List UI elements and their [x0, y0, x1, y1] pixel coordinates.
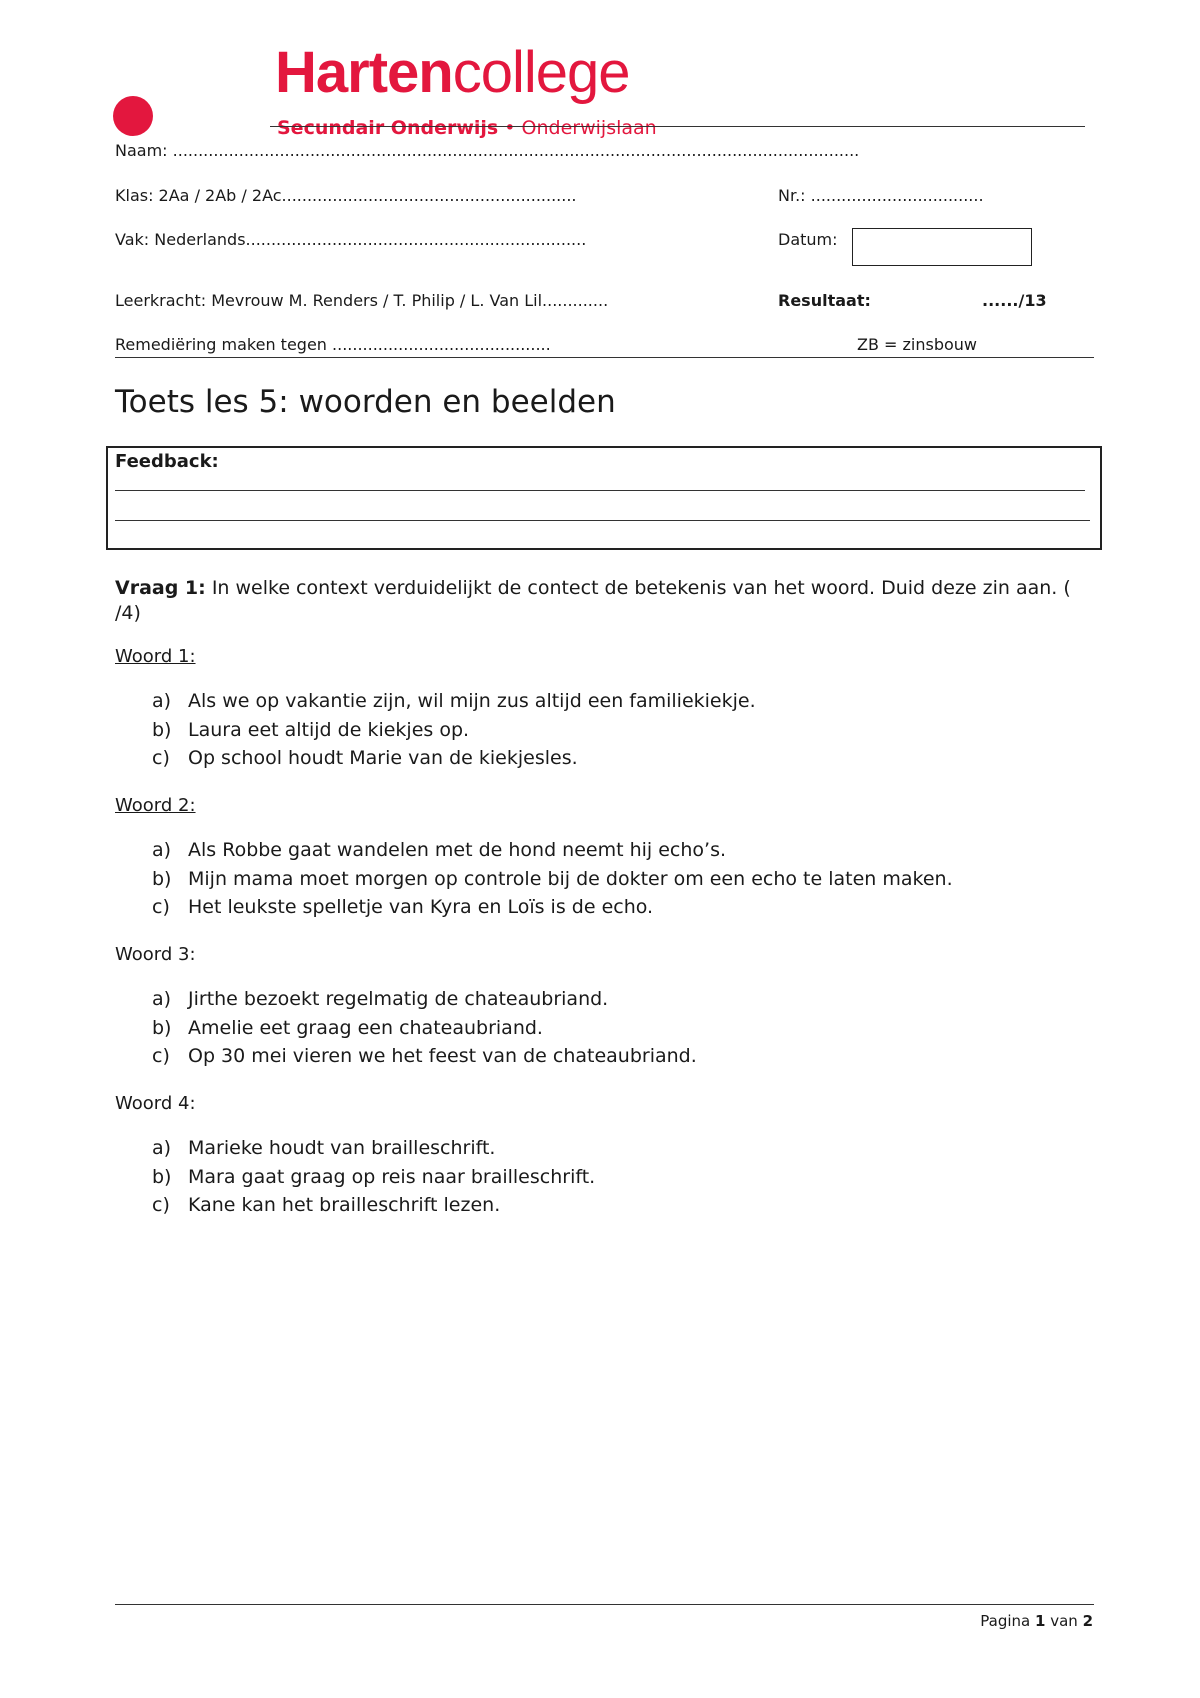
- question-label: Vraag 1:: [115, 577, 206, 599]
- option-item[interactable]: a) Jirthe bezoekt regelmatig de chateaubriand.: [152, 988, 609, 1010]
- question-1: [115, 576, 1090, 626]
- option-item[interactable]: b) Laura eet altijd de kiekjes op.: [152, 718, 470, 741]
- woord-heading-1: Woord 1:: [115, 646, 196, 667]
- page-number: Pagina 1 van 2: [980, 1612, 1093, 1630]
- option-item[interactable]: b) Amelie eet graag een chateaubriand.: [152, 1016, 543, 1039]
- school-logo: [275, 38, 630, 108]
- woord-heading-3: Woord 3:: [115, 944, 196, 965]
- resultaat-value: ....../13: [982, 291, 1047, 310]
- option-item[interactable]: c) Het leukste spelletje van Kyra en Loïs is de echo.: [152, 896, 654, 918]
- zb-legend: ZB = zinsbouw: [857, 335, 978, 354]
- feedback-label: Feedback:: [115, 451, 219, 472]
- page-title: Toets les 5: woorden en beelden: [115, 384, 616, 420]
- feedback-box: [106, 446, 1102, 550]
- feedback-line[interactable]: [115, 520, 1090, 521]
- options-list-3: [152, 985, 697, 1071]
- header-rule: [270, 126, 1085, 127]
- option-item[interactable]: a) Als Robbe gaat wandelen met de hond neemt hij echo’s.: [152, 839, 727, 861]
- info-bottom-rule: [115, 357, 1094, 358]
- option-item[interactable]: c) Op 30 mei vieren we het feest van de chateaubriand.: [152, 1045, 697, 1067]
- feedback-line[interactable]: [115, 490, 1085, 491]
- nr-field[interactable]: Nr.: ..................................: [778, 186, 984, 205]
- klas-field: Klas: 2Aa / 2Ab / 2Ac..........................................................: [115, 186, 577, 205]
- logo-name-bold: Harten: [275, 40, 453, 105]
- logo-name-light: college: [452, 40, 630, 105]
- subtitle-separator: •: [504, 117, 516, 139]
- options-list-2: [152, 836, 953, 922]
- remediering-field: Remediëring maken tegen ...........................................: [115, 335, 551, 354]
- woord-heading-4: Woord 4:: [115, 1093, 196, 1114]
- resultaat-label: Resultaat:: [778, 291, 871, 310]
- footer-rule: [115, 1604, 1094, 1605]
- subtitle-address: Onderwijslaan: [521, 117, 657, 139]
- option-item[interactable]: a) Als we op vakantie zijn, wil mijn zus altijd een familiekiekje.: [152, 690, 756, 712]
- logo-dot-icon: [113, 96, 153, 136]
- subtitle-bold: Secundair Onderwijs: [277, 117, 499, 139]
- school-subtitle: [277, 116, 657, 140]
- options-list-1: [152, 687, 756, 773]
- leerkracht-field: Leerkracht: Mevrouw M. Renders / T. Philip / L. Van Lil.............: [115, 291, 609, 310]
- woord-heading-2: Woord 2:: [115, 795, 196, 816]
- datum-label: Datum:: [778, 230, 838, 249]
- option-item[interactable]: c) Kane kan het brailleschrift lezen.: [152, 1194, 501, 1216]
- option-item[interactable]: c) Op school houdt Marie van de kiekjesles.: [152, 747, 578, 769]
- naam-field[interactable]: Naam: .......................................................................................................................................: [115, 141, 860, 160]
- options-list-4: [152, 1134, 595, 1220]
- question-text: In welke context verduidelijkt de contect de betekenis van het woord. Duid deze zin aan. ( /4): [115, 577, 1071, 624]
- datum-box[interactable]: [852, 228, 1032, 266]
- option-item[interactable]: b) Mara gaat graag op reis naar brailleschrift.: [152, 1165, 596, 1188]
- option-item[interactable]: a) Marieke houdt van brailleschrift.: [152, 1137, 496, 1159]
- option-item[interactable]: b) Mijn mama moet morgen op controle bij de dokter om een echo te laten maken.: [152, 867, 953, 890]
- vak-field: Vak: Nederlands...................................................................: [115, 230, 587, 249]
